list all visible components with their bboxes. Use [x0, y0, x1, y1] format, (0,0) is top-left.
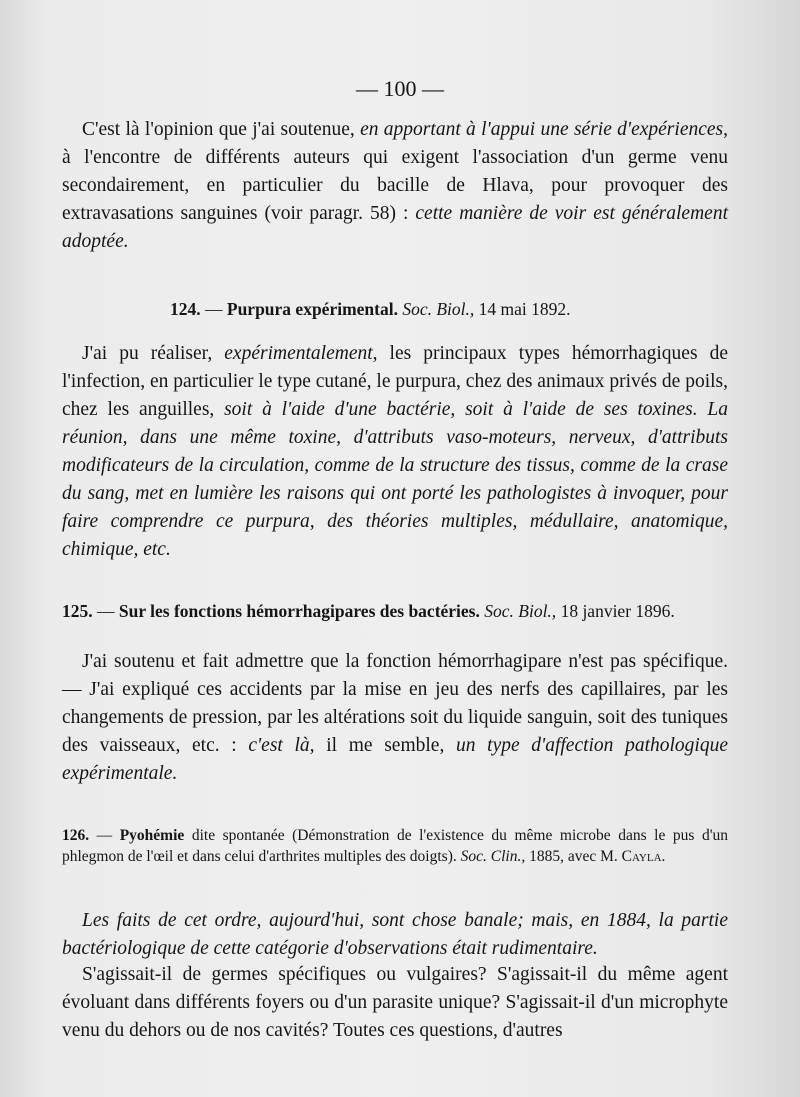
paragraph-hemorrhagipare: J'ai soutenu et fait admettre que la fonction hémorrhagipare n'est pas spécifique. — J'ai expliqué ces accidents par la mise en jeu des nerfs des capillaires, par les changements de pression, par les altérations soit du liquide sanguin, soit des tuniques des vaisseaux, etc. : c'est là, il me semble, un type d'affection pathologique expérimentale.: [62, 651, 729, 784]
page-number: — 100 —: [356, 76, 444, 101]
paragraph-purpura: J'ai pu réaliser, expérimentalement, les principaux types hémorrhagiques de l'infection, en particulier le type cutané, le purpura, chez des animaux privés de poils, chez les anguilles, soit à l'aide d'une bactérie, soit à l'aide de ses toxines. La réunion, dans une même toxine, d'attributs vaso-moteurs, nerveux, d'attributs modificateurs de la circulation, comme de la structure des tissus, comme de la crase du sang, met en lumière les raisons qui ont porté les pathologistes à invoquer, pour faire comprendre ce purpura, des théories multiples, médullaire, anatomique, chimique, etc.: [62, 343, 728, 560]
paragraph-opinion: C'est là l'opinion que j'ai soutenue, en apportant à l'appui une série d'expériences, à l'encontre de différents auteurs qui exigent l'association d'un germe venu secondairement, en particulier du bacille de Hlava, pour provoquer des extravasations sanguines (voir paragr. 58) : cette manière de voir est généralement adoptée.: [62, 119, 728, 252]
paragraph-faits: Les faits de cet ordre, aujourd'hui, sont chose banale; mais, en 1884, la partie bactériologique de cette catégorie d'observations était rudimentaire.: [62, 910, 728, 959]
section-heading-125: 125. — Sur les fonctions hémorrhagipares des bactéries. Soc. Biol., 18 janvier 1896.: [62, 601, 675, 621]
paragraph-questions: S'agissait-il de germes spécifiques ou vulgaires? S'agissait-il du même agent évoluant dans différents foyers ou d'un parasite unique? S'agissait-il d'un microphyte venu du dehors ou de nos cavités? Toutes ces questions, d'autres: [62, 964, 728, 1041]
section-heading-126: 126. — Pyohémie dite spontanée (Démonstration de l'existence du même microbe dans le pus d'un phlegmon de l'œil et dans celui d'arthrites multiples des doigts). Soc. Clin., 1885, avec M. Cayla.: [62, 827, 729, 865]
section-heading-124: 124. — Purpura expérimental. Soc. Biol., 14 mai 1892.: [170, 299, 571, 319]
